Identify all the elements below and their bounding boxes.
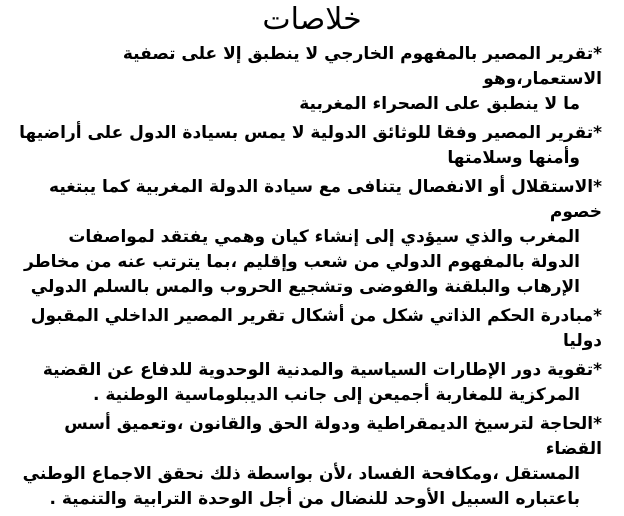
bullet-text-continuation: ما لا ينطبق على الصحراء المغربية	[299, 94, 580, 114]
bullet-text-first: الاستقلال أو الانفصال يتنافى مع سيادة الدولة المغربية كما يبتغيه خصوم	[49, 177, 602, 222]
bullet-text-first: تقرير المصير وفقا للوثائق الدولية لا يمس بسيادة الدول على أراضيها	[19, 123, 594, 143]
bullet-marker: *	[593, 306, 602, 326]
bullet-marker: *	[593, 44, 602, 64]
slide-title: خلاصات	[262, 2, 362, 37]
bullet-list	[17, 42, 602, 516]
bullet-item	[17, 175, 602, 300]
bullet-marker: *	[593, 123, 602, 143]
bullet-text-first: تقرير المصير بالمفهوم الخارجي لا ينطبق إلا على تصفية الاستعمار،وهو	[122, 44, 602, 89]
bullet-item	[17, 412, 602, 512]
bullet-text-continuation: المغرب والذي سيؤدي إلى إنشاء كيان وهمي يفتقد لمواصفات الدولة بالمفهوم الدولي من شعب وإقليم ،بما يترتب عنه من مخاطر الإرهاب والبلقنة والفوضى وتشجيع الحروب والمس بالسلم الدولي	[24, 227, 580, 297]
bullet-text-first: الحاجة لترسيخ الديمقراطية ودولة الحق والقانون ،وتعميق أسس القضاء	[64, 414, 602, 459]
bullet-item	[17, 358, 602, 408]
bullet-text-continuation: المركزية للمغاربة أجميعن إلى جانب الديبلوماسية الوطنية .	[92, 385, 580, 405]
bullet-text-continuation: وأمنها وسلامتها	[447, 148, 580, 168]
bullet-item	[17, 42, 602, 117]
bullet-text-continuation: المستقل ،ومكافحة الفساد ،لأن بواسطة ذلك نحقق الاجماع الوطني باعتباره السبيل الأوحد للنضال من أجل الوحدة الترابية والتنمية .	[22, 464, 580, 509]
bullet-item	[17, 121, 602, 171]
bullet-text-first: مبادرة الحكم الذاتي شكل من أشكال تقرير المصير الداخلي المقبول دوليا	[30, 306, 602, 351]
bullet-marker: *	[593, 360, 602, 380]
bullet-marker: *	[593, 177, 602, 197]
bullet-text-first: تقوية دور الإطارات السياسية والمدنية الوحدوية للدفاع عن القضية	[42, 360, 594, 380]
bullet-item	[17, 304, 602, 354]
bullet-marker: *	[593, 414, 602, 434]
